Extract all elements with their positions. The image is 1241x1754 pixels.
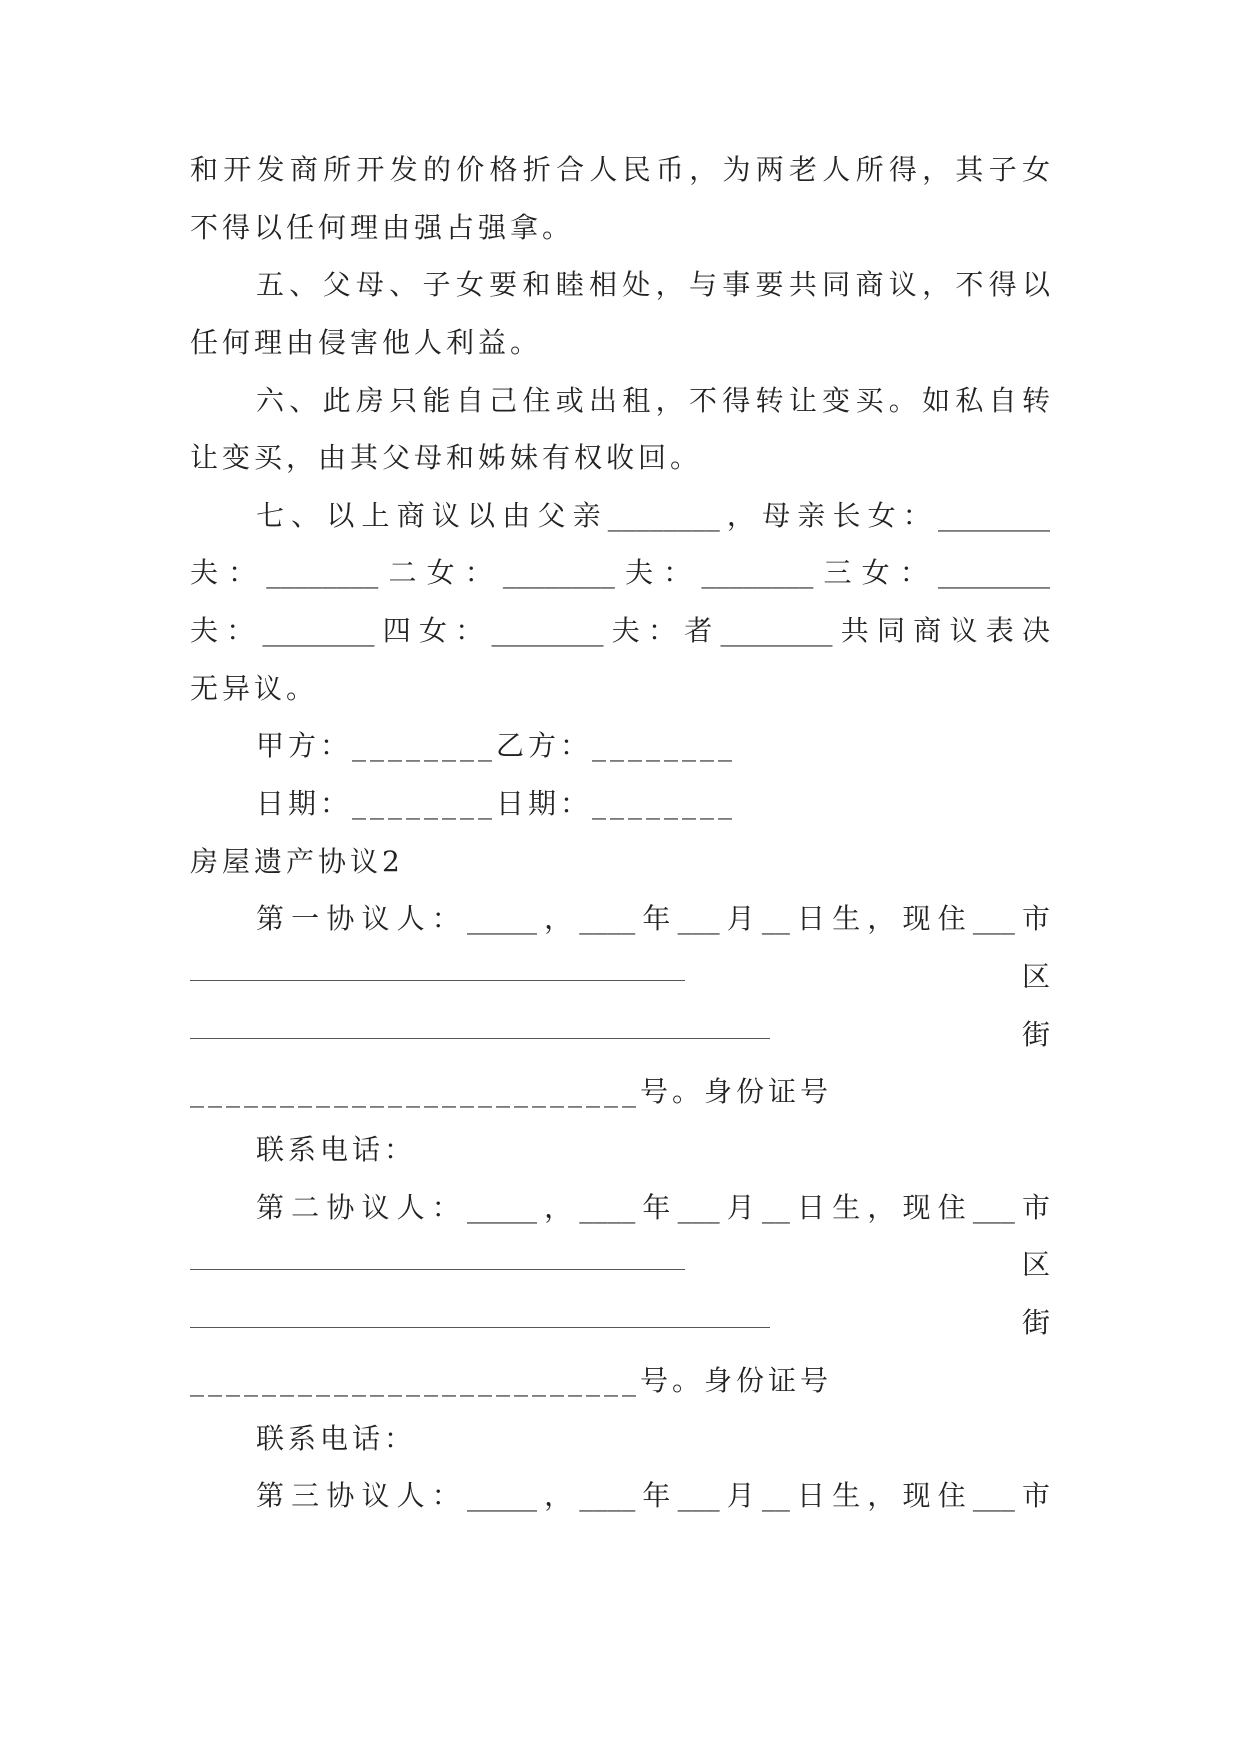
party-1-id-line: _________________________号。身份证号 (190, 1075, 833, 1108)
paragraph-4-continued-line-1: 和开发商所开发的价格折合人民币，为两老人所得，其子女 (190, 153, 1050, 186)
party-1-district-blank (190, 980, 685, 981)
party-2-street-blank (190, 1327, 770, 1328)
paragraph-7-line-4: 无异议。 (190, 672, 319, 705)
date-signature-line: 日期：________日期：________ (256, 787, 737, 820)
paragraph-5-line-2: 任何理由侵害他人利益。 (190, 326, 543, 359)
party-1-street-label: 街 (1021, 1018, 1050, 1051)
party-3-info-line: 第三协议人：_____，____年___月__日生，现住___市 (256, 1479, 1050, 1512)
party-2-district-label: 区 (1021, 1248, 1050, 1281)
party-signature-line: 甲方：________乙方：________ (256, 729, 737, 762)
party-2-id-line: _________________________号。身份证号 (190, 1364, 833, 1397)
paragraph-6-line-1: 六、此房只能自己住或出租，不得转让变买。如私自转 (256, 384, 1050, 417)
party-1-street-blank (190, 1038, 770, 1039)
paragraph-7-line-3: 夫：________四女：________夫：者________共同商议表决 (190, 614, 1050, 647)
party-1-district-label: 区 (1021, 960, 1050, 993)
document-2-title: 房屋遗产协议2 (190, 845, 404, 878)
party-2-info-line: 第二协议人：_____，____年___月__日生，现住___市 (256, 1191, 1050, 1224)
party-2-district-blank (190, 1269, 685, 1270)
party-2-phone-line: 联系电话： (256, 1422, 417, 1455)
paragraph-7-line-2: 夫：________二女：________夫：________三女：________ (190, 556, 1050, 589)
paragraph-4-continued-line-2: 不得以任何理由强占强拿。 (190, 211, 575, 244)
paragraph-6-line-2: 让变买，由其父母和姊妹有权收回。 (190, 441, 703, 474)
party-1-info-line: 第一协议人：_____，____年___月__日生，现住___市 (256, 902, 1050, 935)
paragraph-5-line-1: 五、父母、子女要和睦相处，与事要共同商议，不得以 (256, 268, 1050, 301)
party-2-street-label: 街 (1021, 1306, 1050, 1339)
party-1-phone-line: 联系电话： (256, 1133, 417, 1166)
paragraph-7-line-1: 七、以上商议以由父亲________，母亲长女：________ (256, 499, 1050, 532)
